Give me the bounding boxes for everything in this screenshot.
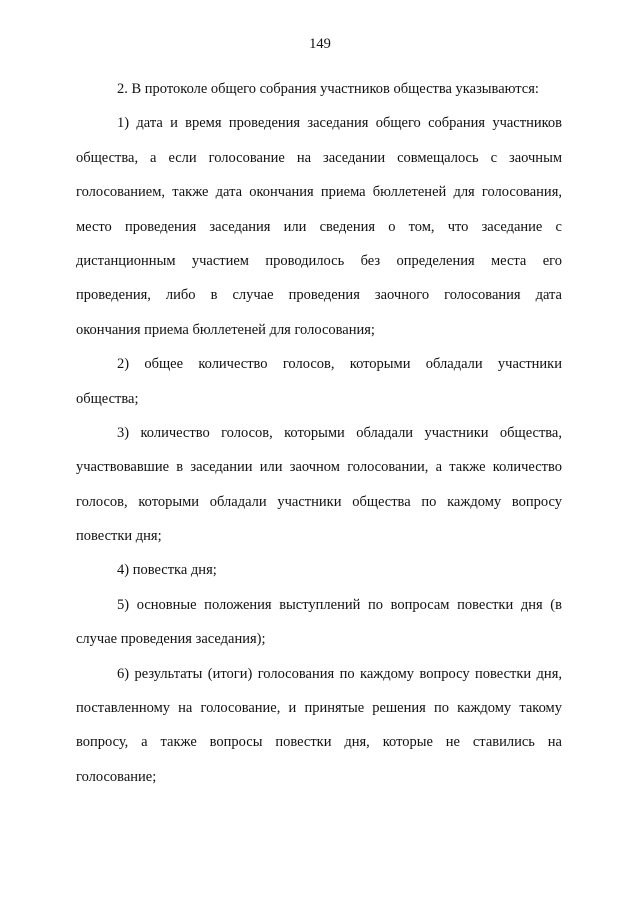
text-line: 5) основные положения выступлений по вопросам повестки дня (в <box>117 596 562 613</box>
paragraph <box>76 557 562 591</box>
paragraph <box>76 661 562 799</box>
text-line: окончания приема бюллетеней для голосования; <box>76 321 375 338</box>
text-line: голосование; <box>76 768 157 785</box>
text-line: голосов, которыми обладали участники общества по каждому вопросу <box>76 493 562 510</box>
paragraph <box>76 351 562 420</box>
paragraph <box>76 592 562 661</box>
text-line: дистанционным участием проводилось без определения места его <box>76 252 562 269</box>
text-line: вопросу, а также вопросы повестки дня, которые не ставились на <box>76 734 562 751</box>
paragraph <box>76 76 562 110</box>
text-line: общества; <box>76 390 139 407</box>
text-line: 2. В протоколе общего собрания участников общества указываются: <box>117 81 539 97</box>
text-line: повестки дня; <box>76 528 162 545</box>
text-line: участвовавшие в заседании или заочном голосовании, а также количество <box>76 459 562 476</box>
text-line: голосованием, также дата окончания приема бюллетеней для голосования, <box>76 184 562 201</box>
text-line: 6) результаты (итоги) голосования по каждому вопросу повестки дня, <box>117 665 562 682</box>
document-body <box>76 76 562 798</box>
text-line: проведения, либо в случае проведения заочного голосования дата <box>76 287 562 304</box>
paragraph <box>76 420 562 558</box>
text-line: поставленному на голосование, и принятые решения по каждому такому <box>76 700 562 717</box>
text-line: общества, а если голосование на заседании совмещалось с заочным <box>76 149 562 166</box>
text-line: 1) дата и время проведения заседания общего собрания участников <box>117 115 562 132</box>
text-line: 3) количество голосов, которыми обладали участники общества, <box>117 424 562 441</box>
text-line: место проведения заседания или сведения о том, что заседание с <box>76 218 562 235</box>
text-line: 4) повестка дня; <box>117 562 217 579</box>
text-line: 2) общее количество голосов, которыми обладали участники <box>117 356 562 373</box>
paragraph <box>76 110 562 351</box>
page-number: 149 <box>309 36 331 52</box>
text-line: случае проведения заседания); <box>76 631 266 648</box>
